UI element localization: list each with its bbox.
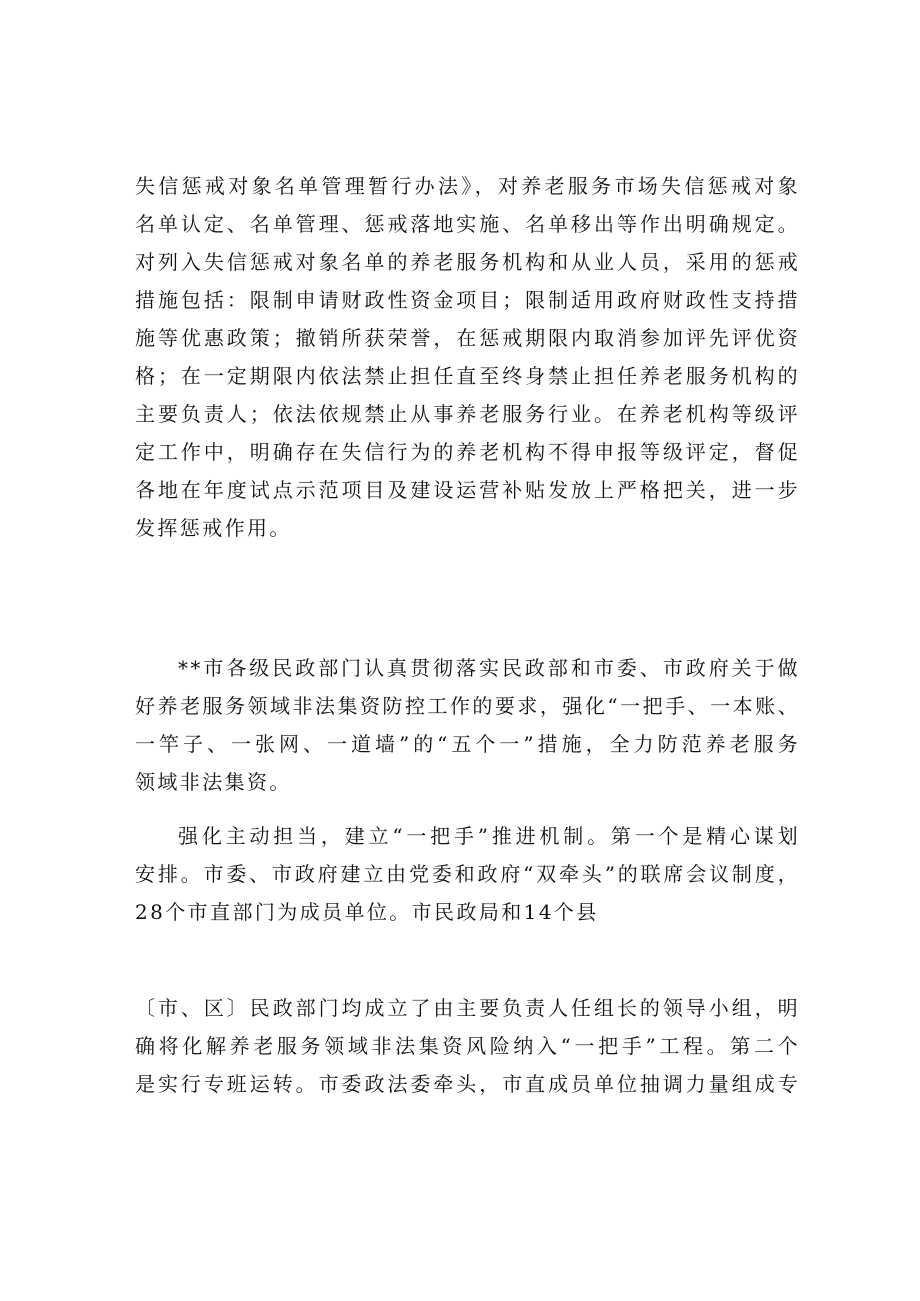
paragraph-4-line-2: 确将化解养老服务领域非法集资风险纳入“一把手”工程。第二个 (135, 1034, 800, 1058)
paragraph-1-line-1: 失信惩戒对象名单管理暂行办法》，对养老服务市场失信惩戒对象 (135, 174, 800, 198)
paragraph-1-line-2: 名单认定、名单管理、惩戒落地实施、名单移出等作出明确规定。 (135, 212, 800, 236)
paragraph-1-line-7: 主要负责人；依法依规禁止从事养老服务行业。在养老机构等级评 (135, 402, 800, 426)
paragraph-2-line-3: 一竿子、一张网、一道墙”的“五个一”措施，全力防范养老服务 (135, 732, 800, 756)
paragraph-1-line-5: 施等优惠政策；撤销所获荣誉，在惩戒期限内取消参加评先评优资 (135, 326, 800, 350)
paragraph-1-line-10: 发挥惩戒作用。 (135, 516, 292, 540)
paragraph-4-line-1: 〔市、区〕民政部门均成立了由主要负责人任组长的领导小组，明 (135, 996, 800, 1020)
paragraph-3-line-2: 安排。市委、市政府建立由党委和政府“双牵头”的联席会议制度， (135, 862, 800, 886)
paragraph-3-line-3: 28个市直部门为成员单位。市民政局和14个县 (135, 900, 599, 924)
paragraph-2-line-1: **市各级民政部门认真贯彻落实民政部和市委、市政府关于做 (178, 656, 800, 680)
paragraph-2-line-4: 领域非法集资。 (135, 770, 292, 794)
paragraph-1-line-3: 对列入失信惩戒对象名单的养老服务机构和从业人员，采用的惩戒 (135, 250, 800, 274)
paragraph-2-line-2: 好养老服务领域非法集资防控工作的要求，强化“一把手、一本账、 (135, 694, 800, 718)
paragraph-1-line-6: 格；在一定期限内依法禁止担任直至终身禁止担任养老服务机构的 (135, 364, 800, 388)
paragraph-4-line-3: 是实行专班运转。市委政法委牵头，市直成员单位抽调力量组成专 (135, 1072, 800, 1096)
paragraph-1-line-8: 定工作中，明确存在失信行为的养老机构不得申报等级评定，督促 (135, 440, 800, 464)
paragraph-1-line-9: 各地在年度试点示范项目及建设运营补贴发放上严格把关，进一步 (135, 478, 800, 502)
paragraph-3-line-1: 强化主动担当，建立“一把手”推进机制。第一个是精心谋划 (178, 824, 800, 848)
paragraph-1-line-4: 措施包括：限制申请财政性资金项目；限制适用政府财政性支持措 (135, 288, 800, 312)
